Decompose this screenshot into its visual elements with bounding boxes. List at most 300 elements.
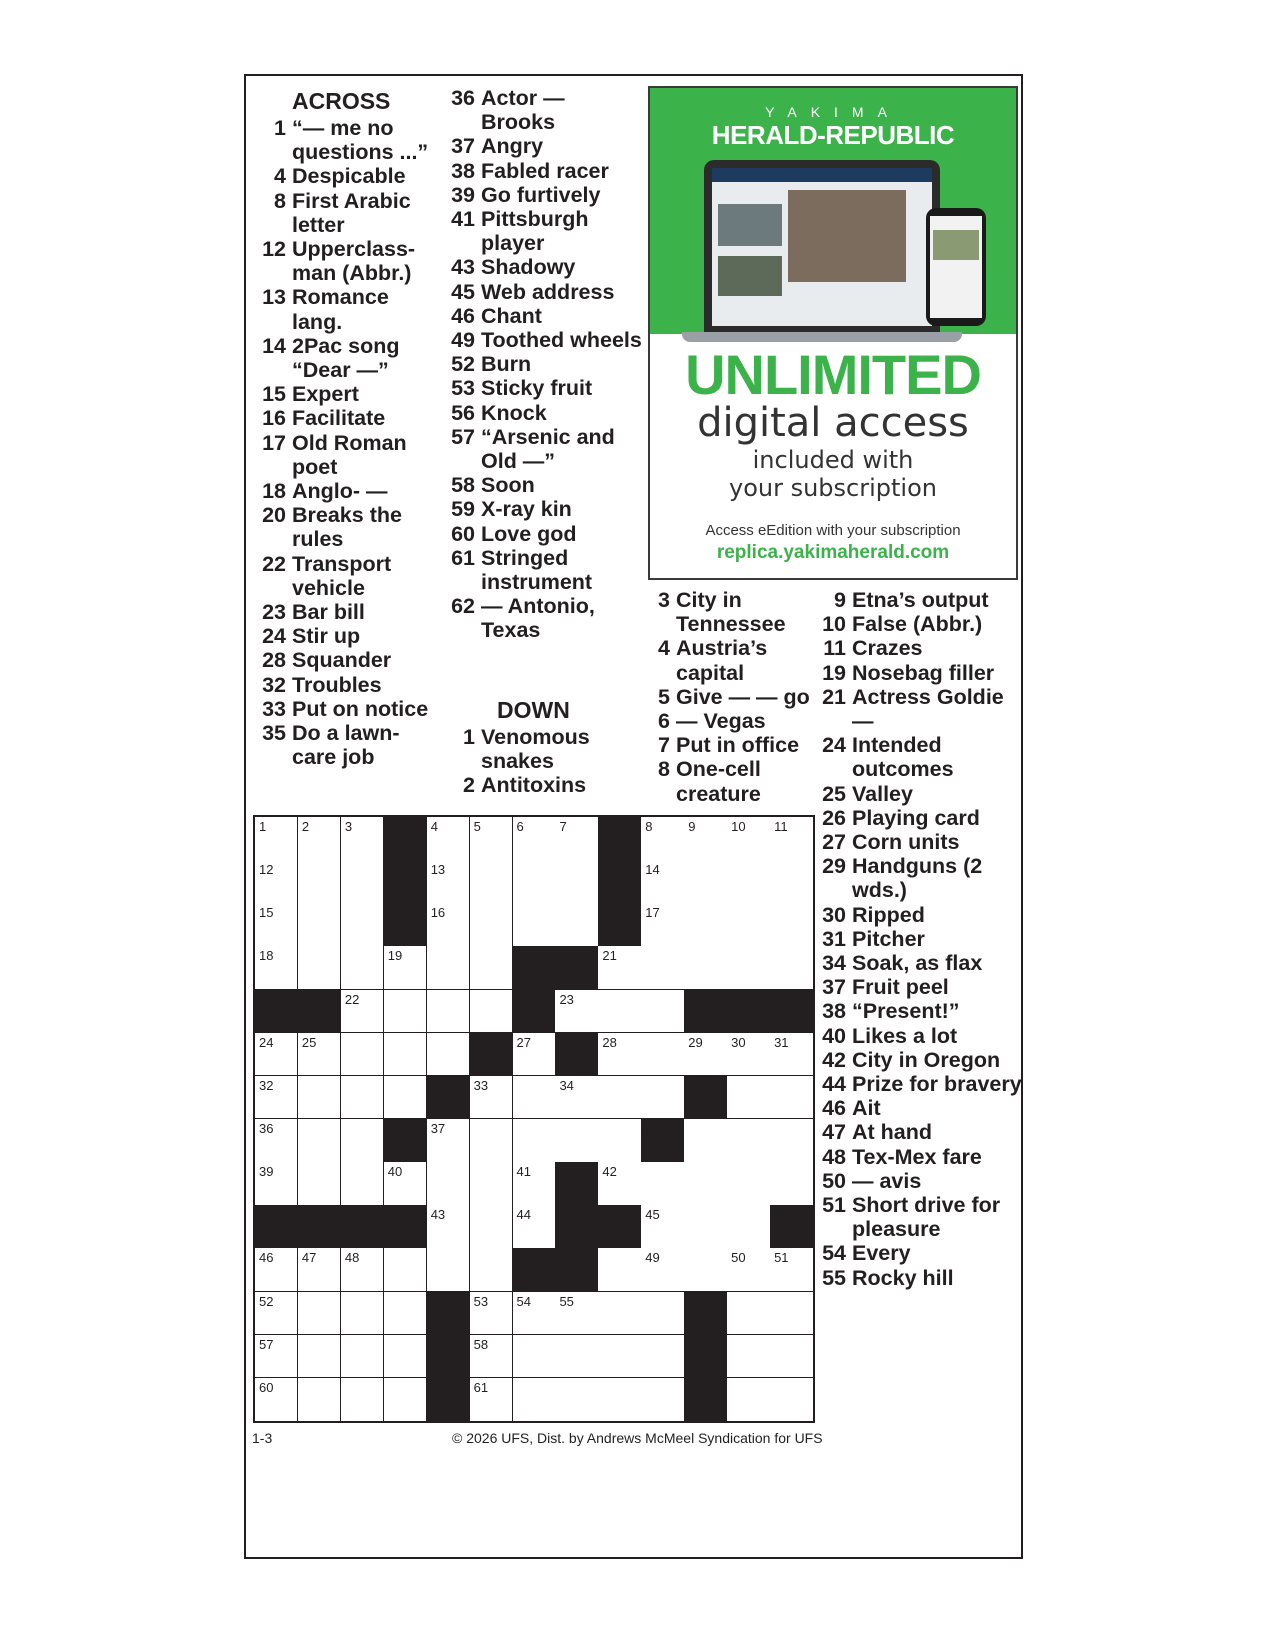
clue-item [813,999,1023,1023]
clue-item [442,546,642,594]
clue-text: Playing card [852,805,980,830]
clue-item [442,255,642,279]
grid-cell[interactable] [513,1119,556,1163]
grid-cell[interactable] [341,1248,384,1292]
grid-cell[interactable] [255,1033,298,1077]
grid-cell[interactable] [384,1076,427,1120]
cell-number: 35 [688,1077,703,1093]
grid-cell[interactable] [427,1248,470,1292]
cell-number: 25 [301,1034,317,1050]
grid-cell[interactable] [555,860,598,904]
clue-number: 9 [834,588,846,612]
clue-text: Expert [292,382,359,407]
grid-cell[interactable] [641,1076,684,1120]
grid-cell[interactable] [427,946,470,990]
grid-cell[interactable] [298,1292,341,1336]
grid-cell[interactable] [727,1292,770,1336]
grid-cell[interactable] [298,1378,341,1422]
grid-cell[interactable] [384,990,427,1034]
cell-number: 42 [602,1164,617,1180]
cell-number: 32 [259,1077,274,1093]
grid-cell[interactable] [684,903,727,947]
clue-text: Soon [481,473,535,498]
clue-text: Tex-Mex fare [852,1144,982,1169]
clue-item [253,648,443,672]
cell-number: 62 [688,1379,703,1395]
grid-cell[interactable] [298,1033,341,1077]
clue-item [813,1024,1023,1048]
clue-number: 13 [262,285,286,310]
grid-cell[interactable] [298,946,341,990]
grid-cell[interactable] [384,1335,427,1379]
grid-cell[interactable] [341,1378,384,1422]
clue-item [253,164,443,188]
clue-item [253,406,443,430]
cell-number: 33 [473,1077,489,1093]
grid-cell[interactable] [641,817,684,861]
grid-block [555,1033,598,1077]
grid-cell[interactable] [298,860,341,904]
grid-cell[interactable] [641,1335,684,1379]
clue-text: Sticky fruit [481,376,593,401]
clue-text: Rocky hill [852,1265,954,1290]
grid-cell[interactable] [641,1378,684,1422]
grid-cell[interactable] [255,903,298,947]
crossword-grid[interactable] [253,815,815,1423]
grid-cell[interactable] [513,1335,556,1379]
grid-cell[interactable] [255,1292,298,1336]
clue-text: Pittsburgh player [481,207,589,256]
clue-text: Intended outcomes [852,733,954,782]
grid-cell[interactable] [513,860,556,904]
grid-cell[interactable] [727,1248,770,1292]
grid-cell[interactable] [684,860,727,904]
grid-cell[interactable] [341,1033,384,1077]
cell-number: 43 [430,1207,446,1223]
clue-text: Antitoxins [481,773,587,798]
grid-cell[interactable] [641,1033,684,1077]
grid-cell[interactable] [555,1292,598,1336]
grid-cell[interactable] [727,1076,770,1120]
grid-cell[interactable] [341,1335,384,1379]
grid-cell[interactable] [384,1378,427,1422]
grid-cell[interactable] [255,1119,298,1163]
grid-cell[interactable] [684,1162,727,1206]
grid-cell[interactable] [298,1162,341,1206]
grid-cell[interactable] [513,1378,556,1422]
clue-number: 4 [658,636,670,661]
grid-cell[interactable] [727,1162,770,1206]
grid-cell[interactable] [427,903,470,947]
cell-number: 13 [430,862,446,878]
clue-text: Anglo- — [292,479,388,504]
clue-text: Toothed wheels [481,328,642,353]
cell-number: 10 [731,819,746,834]
grid-cell[interactable] [770,817,813,861]
grid-cell[interactable] [513,1205,556,1249]
grid-cell[interactable] [727,1119,770,1163]
grid-cell[interactable] [470,1378,513,1422]
clue-item [637,757,817,805]
grid-cell[interactable] [727,860,770,904]
grid-cell[interactable] [684,1033,727,1077]
clue-text: Chant [481,303,542,328]
clue-number: 50 [822,1168,846,1193]
grid-cell[interactable] [641,860,684,904]
clue-text: Etna’s output [852,588,989,612]
grid-cell[interactable] [770,1162,813,1206]
cell-number: 38 [645,1121,660,1136]
clue-item [813,733,1023,781]
clue-number: 17 [262,430,286,455]
clue-text: Despicable [292,164,406,189]
grid-block [684,1292,727,1336]
grid-block [684,1076,727,1120]
clue-number: 2 [463,773,475,798]
grid-cell[interactable] [598,1292,641,1336]
grid-cell[interactable] [598,1378,641,1422]
grid-cell[interactable] [727,1378,770,1422]
clue-number: 59 [451,497,475,522]
clue-text: False (Abbr.) [852,612,983,637]
cell-number: 16 [430,905,446,921]
grid-cell[interactable] [641,1248,684,1292]
grid-cell[interactable] [341,817,384,861]
grid-block [298,990,341,1034]
grid-cell[interactable] [598,1033,641,1077]
clue-text: City in Tennessee [676,588,786,637]
grid-cell[interactable] [427,1162,470,1206]
grid-cell[interactable] [513,903,556,947]
ad-access-note: Access eEdition with your subscription [705,522,961,539]
grid-cell[interactable] [555,1119,598,1163]
clue-number: 34 [822,951,846,976]
grid-cell[interactable] [470,1076,513,1120]
grid-cell[interactable] [598,1335,641,1379]
clue-item [813,806,1023,830]
grid-cell[interactable] [555,1378,598,1422]
grid-cell[interactable] [727,1335,770,1379]
grid-cell[interactable] [470,817,513,861]
clue-text: Do a lawn-care job [292,721,400,770]
grid-cell[interactable] [384,1033,427,1077]
clue-number: 40 [822,1023,846,1048]
clue-number: 54 [822,1241,846,1266]
grid-cell[interactable] [298,817,341,861]
clue-item [813,1096,1023,1120]
grid-block [727,990,770,1034]
grid-cell[interactable] [770,1248,813,1292]
grid-cell[interactable] [641,946,684,990]
grid-block [684,1378,727,1422]
cell-number: 17 [645,905,660,921]
grid-cell[interactable] [255,860,298,904]
clue-item [813,975,1023,999]
grid-cell[interactable] [427,860,470,904]
clue-number: 45 [451,279,475,304]
grid-cell[interactable] [298,1248,341,1292]
cell-number: 7 [559,819,567,834]
grid-block [598,860,641,904]
cell-number: 45 [645,1207,660,1223]
grid-cell[interactable] [641,990,684,1034]
grid-cell[interactable] [770,1292,813,1336]
ad-included-line-1: included with [752,446,914,474]
clue-item [253,116,443,164]
copyright: © 2026 UFS, Dist. by Andrews McMeel Syndication for UFS [452,1430,823,1446]
grid-cell[interactable] [513,1033,556,1077]
clue-item [253,285,443,333]
grid-cell[interactable] [341,1162,384,1206]
clue-number: 62 [451,594,475,619]
clue-text: Give — — go [676,684,810,709]
grid-cell[interactable] [427,1033,470,1077]
clue-number: 21 [822,684,846,709]
clue-number: 7 [658,733,670,758]
grid-cell[interactable] [641,1292,684,1336]
clue-item [253,431,443,479]
grid-cell[interactable] [770,903,813,947]
grid-cell[interactable] [470,1119,513,1163]
grid-cell[interactable] [298,1076,341,1120]
grid-cell[interactable] [641,1205,684,1249]
grid-cell[interactable] [255,1378,298,1422]
grid-cell[interactable] [684,817,727,861]
grid-cell[interactable] [770,946,813,990]
clue-item [813,1169,1023,1193]
clue-item [442,352,642,376]
grid-block [555,1205,598,1249]
grid-cell[interactable] [684,1248,727,1292]
grid-cell[interactable] [770,1378,813,1422]
grid-cell[interactable] [341,946,384,990]
grid-cell[interactable] [384,1162,427,1206]
clue-number: 61 [451,545,475,570]
grid-block [470,1033,513,1077]
clue-item [253,697,443,721]
clue-number: 58 [451,473,475,498]
grid-cell[interactable] [684,946,727,990]
clue-item [813,612,1023,636]
grid-cell[interactable] [470,1335,513,1379]
grid-cell[interactable] [770,1335,813,1379]
grid-cell[interactable] [470,860,513,904]
clue-number: 20 [262,503,286,528]
grid-cell[interactable] [555,990,598,1034]
cell-number: 29 [688,1034,703,1050]
grid-cell[interactable] [384,946,427,990]
grid-block [427,1292,470,1336]
grid-cell[interactable] [470,903,513,947]
grid-cell[interactable] [298,1335,341,1379]
grid-block [384,1119,427,1163]
clue-text: — Antonio, Texas [481,594,595,643]
grid-cell[interactable] [598,1119,641,1163]
clue-number: 10 [822,612,846,637]
cell-number: 26 [473,1034,489,1050]
grid-cell[interactable] [513,1162,556,1206]
grid-block [555,946,598,990]
grid-cell[interactable] [470,1162,513,1206]
grid-cell[interactable] [770,1119,813,1163]
cell-number: 21 [602,948,617,964]
clue-text: First Arabic letter [292,188,411,237]
subscription-ad[interactable] [648,86,1018,580]
grid-cell[interactable] [598,1076,641,1120]
grid-cell[interactable] [641,903,684,947]
grid-cell[interactable] [341,1119,384,1163]
ad-brand-name: HERALD-REPUBLIC [711,120,955,150]
cell-number: 39 [259,1164,274,1180]
clue-item [637,733,817,757]
clue-text: Stringed instrument [481,545,593,595]
clue-text: Angry [481,134,544,159]
grid-cell[interactable] [770,1033,813,1077]
clue-item [813,830,1023,854]
grid-cell[interactable] [598,946,641,990]
grid-cell[interactable] [684,1119,727,1163]
grid-cell[interactable] [255,1076,298,1120]
cell-number: 18 [259,948,274,964]
grid-cell[interactable] [298,903,341,947]
laptop-illustration [704,160,940,332]
clue-text: Knock [481,400,547,425]
grid-cell[interactable] [470,1205,513,1249]
across-clues-column-1 [253,86,443,769]
grid-cell[interactable] [555,1076,598,1120]
cell-number: 2 [301,819,310,834]
grid-block [255,1205,298,1249]
grid-block [598,903,641,947]
grid-cell[interactable] [341,990,384,1034]
clue-text: — avis [852,1168,922,1193]
clue-text: Breaks the rules [292,503,402,552]
clue-item [442,497,642,521]
grid-cell[interactable] [513,1076,556,1120]
cell-number: 37 [430,1121,446,1136]
grid-cell[interactable] [684,1205,727,1249]
clue-number: 39 [451,182,475,207]
grid-cell[interactable] [727,903,770,947]
down-heading: DOWN [497,697,570,723]
cell-number: 59 [688,1336,703,1352]
grid-cell[interactable] [470,990,513,1034]
clue-item [442,280,642,304]
clue-text: Crazes [852,636,923,661]
ad-unlimited: UNLIMITED [685,343,981,406]
grid-cell[interactable] [470,1292,513,1336]
grid-cell[interactable] [255,817,298,861]
grid-cell[interactable] [770,860,813,904]
clue-number: 46 [822,1096,846,1121]
grid-block [555,1248,598,1292]
grid-cell[interactable] [255,1162,298,1206]
grid-cell[interactable] [641,1162,684,1206]
grid-cell[interactable] [298,1119,341,1163]
grid-cell[interactable] [513,817,556,861]
clue-number: 12 [262,237,286,262]
grid-cell[interactable] [727,946,770,990]
grid-cell[interactable] [255,1335,298,1379]
grid-cell[interactable] [598,990,641,1034]
clue-number: 36 [451,86,475,110]
grid-cell[interactable] [341,860,384,904]
phone-illustration [926,208,986,326]
clue-number: 6 [658,709,670,734]
grid-cell[interactable] [555,1335,598,1379]
grid-cell[interactable] [427,990,470,1034]
grid-cell[interactable] [384,1248,427,1292]
clue-item [442,473,642,497]
grid-cell[interactable] [427,1205,470,1249]
grid-cell[interactable] [470,946,513,990]
grid-cell[interactable] [555,817,598,861]
clue-text: Romance lang. [292,285,389,334]
clue-item [813,1072,1023,1096]
cell-number: 51 [774,1250,789,1266]
grid-cell[interactable] [427,817,470,861]
grid-cell[interactable] [598,1162,641,1206]
cell-number: 24 [259,1034,274,1050]
grid-cell[interactable] [470,1248,513,1292]
ad-included [650,446,1016,502]
clue-number: 3 [658,588,670,612]
clue-text: Burn [481,352,532,377]
clue-item [813,1120,1023,1144]
grid-block [427,1076,470,1120]
clue-text: Venomous snakes [481,725,590,774]
grid-cell[interactable] [513,1292,556,1336]
clue-text: Ait [852,1096,881,1121]
grid-block [513,990,556,1034]
puzzle-date: 1-3 [252,1430,273,1446]
clue-number: 1 [463,725,475,749]
clue-item [813,903,1023,927]
clue-number: 31 [822,926,846,951]
ad-url-link[interactable]: replica.yakimaherald.com [716,542,950,563]
clue-item [442,304,642,328]
grid-block [641,1119,684,1163]
clue-number: 43 [451,255,475,280]
grid-cell[interactable] [427,1119,470,1163]
clue-text: — Vegas [676,709,766,734]
grid-cell[interactable] [555,903,598,947]
grid-cell[interactable] [341,903,384,947]
clue-text: Fabled racer [481,158,609,183]
cell-number: 49 [645,1250,660,1266]
grid-cell[interactable] [255,946,298,990]
grid-cell[interactable] [727,1033,770,1077]
clue-item [813,927,1023,951]
clue-number: 24 [822,733,846,758]
clue-item [442,86,642,134]
grid-cell[interactable] [727,1205,770,1249]
grid-cell[interactable] [727,817,770,861]
grid-cell[interactable] [770,1076,813,1120]
clue-number: 30 [822,902,846,927]
grid-cell[interactable] [598,1248,641,1292]
grid-cell[interactable] [341,1076,384,1120]
clue-number: 24 [262,624,286,649]
cell-number: 31 [774,1034,789,1050]
clue-item [253,189,443,237]
grid-cell[interactable] [255,1248,298,1292]
grid-block [427,1378,470,1422]
grid-cell[interactable] [341,1292,384,1336]
cell-number: 28 [602,1034,617,1050]
grid-cell[interactable] [384,1292,427,1336]
clue-text: X-ray kin [481,497,572,522]
